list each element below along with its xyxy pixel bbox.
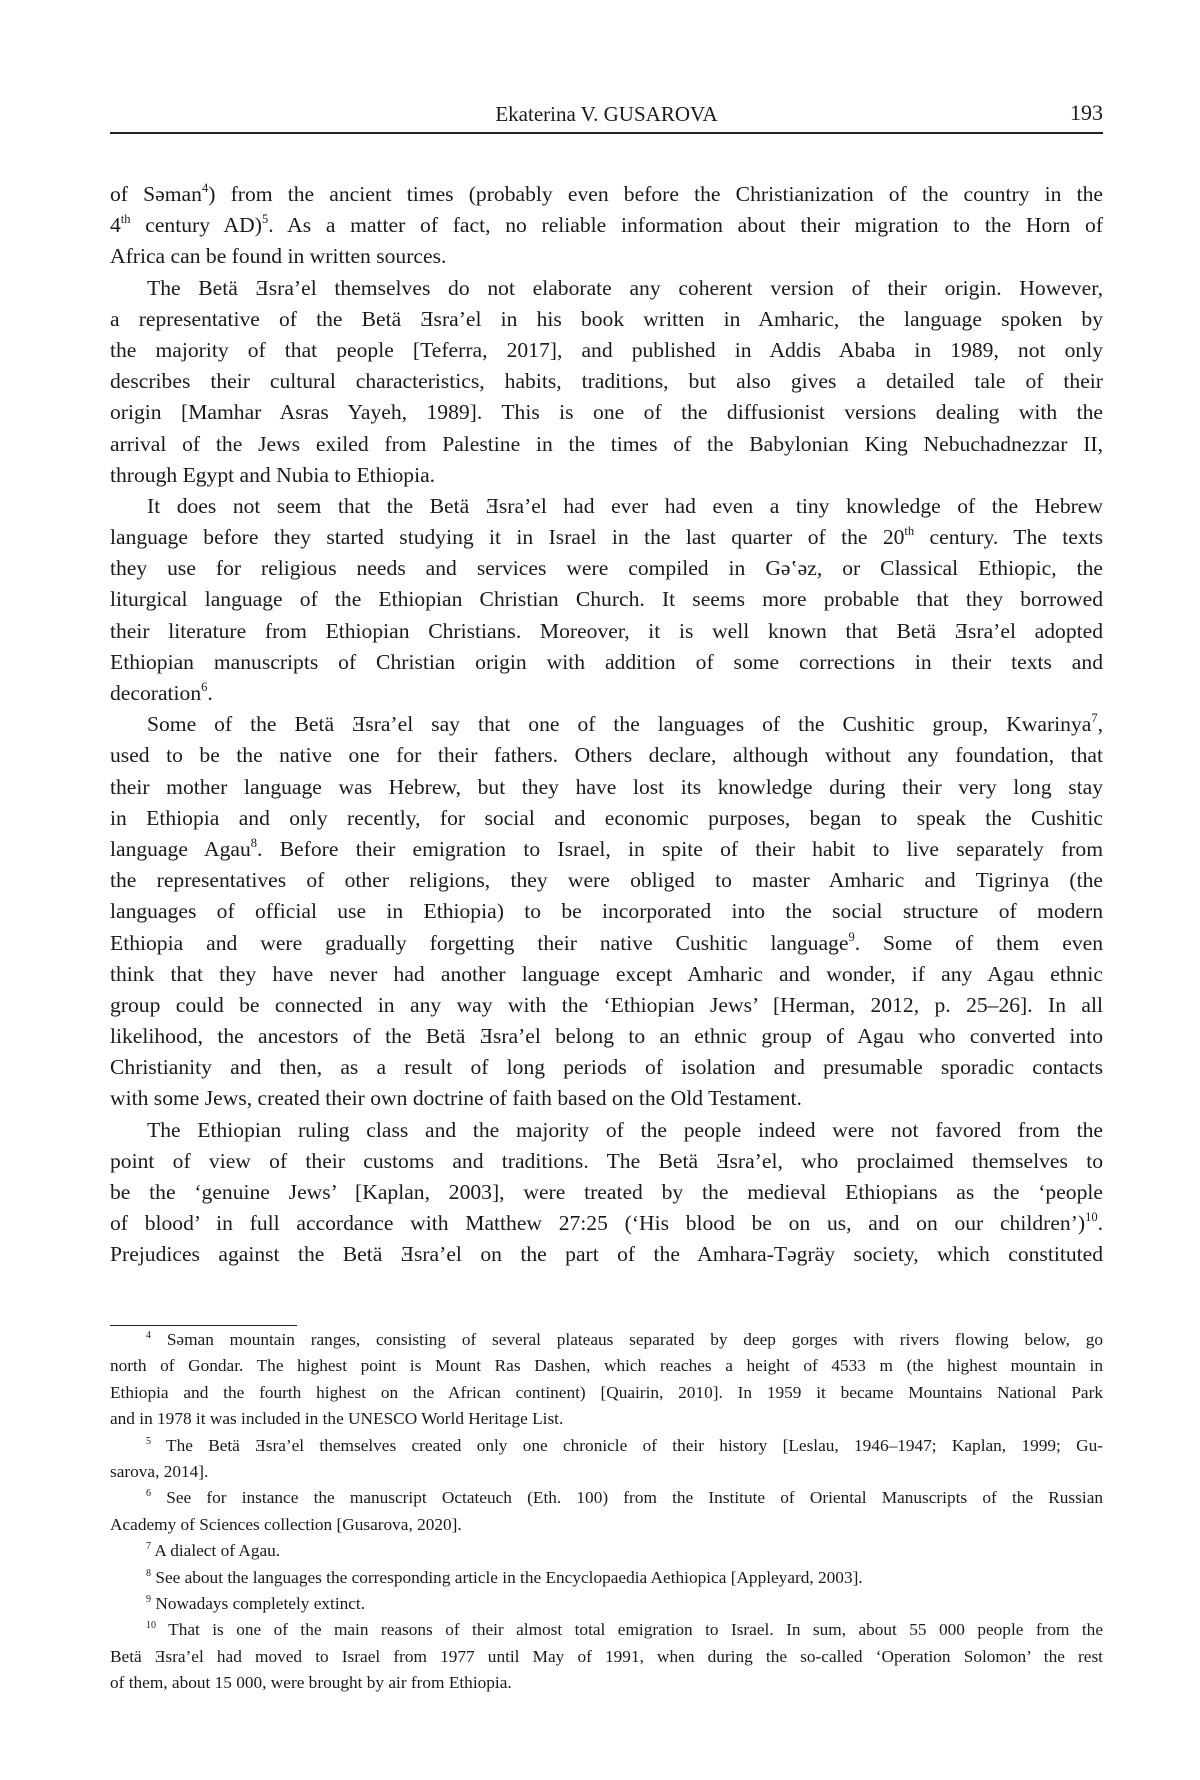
text-line <box>110 928 1103 959</box>
text-line <box>110 1406 1103 1432</box>
footnote-marker: 7 <box>146 1541 151 1552</box>
text-line <box>110 1052 1103 1083</box>
text-run: Some of the Betä Ǝsra’el say that one of the languages of the Cushitic group, Kwarinya <box>147 712 1091 736</box>
text-run: Ethiopia and were gradually forgetting their native Cushitic language <box>110 931 848 955</box>
text-run: Academy of Sciences collection [Gusarova, 2020]. <box>110 1515 462 1534</box>
text-run: Ethiopian manuscripts of Christian origin with addition of some corrections in their texts and <box>110 650 1103 674</box>
text-line <box>110 1353 1103 1379</box>
footnote-separator <box>110 1325 297 1326</box>
text-run: languages of official use in Ethiopia) to be incorporated into the social structure of modern <box>110 899 1103 923</box>
footnote-marker: 6 <box>146 1488 151 1499</box>
running-header <box>110 100 1103 134</box>
text-line <box>110 1591 1103 1617</box>
text-line <box>110 1538 1103 1564</box>
footnote-marker: th <box>121 212 131 226</box>
footnote <box>110 1485 1103 1538</box>
text-run: . Before their emigration to Israel, in spite of their habit to live separately from <box>257 837 1103 861</box>
page-number: 193 <box>1070 100 1103 126</box>
text-run: That is one of the main reasons of their almost total emigration to Israel. In sum, about 55 000 people from the <box>156 1620 1103 1639</box>
text-line <box>110 1239 1103 1270</box>
footnote-marker: 4 <box>146 1330 151 1341</box>
footnote-marker: 5 <box>146 1436 151 1447</box>
text-run: they use for religious needs and services were compiled in Gəʽəz, or Classical Ethiopic, the <box>110 556 1103 580</box>
text-line <box>110 1083 1103 1114</box>
text-line <box>110 1512 1103 1538</box>
footnote <box>110 1538 1103 1564</box>
text-run: language before they started studying it in Israel in the last quarter of the 20 <box>110 525 904 549</box>
text-run: century AD) <box>131 213 262 237</box>
footnote-marker: 7 <box>1091 711 1097 725</box>
footnote-marker: th <box>904 524 914 538</box>
text-line <box>110 491 1103 522</box>
footnote <box>110 1565 1103 1591</box>
text-line <box>110 865 1103 896</box>
text-line <box>110 959 1103 990</box>
text-line <box>110 1115 1103 1146</box>
text-run: language Agau <box>110 837 251 861</box>
text-run: ) from the ancient times (probably even before the Christianization of the country in the <box>208 182 1103 206</box>
text-line <box>110 990 1103 1021</box>
text-run: Ethiopia and the fourth highest on the African continent) [Quairin, 2010]. In 1959 it became Mountains National Park <box>110 1383 1103 1402</box>
text-run: . <box>207 681 212 705</box>
text-run: through Egypt and Nubia to Ethiopia. <box>110 463 435 487</box>
text-run: Nowadays completely extinct. <box>151 1594 365 1613</box>
text-run: Christianity and then, as a result of long periods of isolation and presumable sporadic contacts <box>110 1055 1103 1079</box>
paragraph <box>110 179 1103 273</box>
text-line <box>110 1617 1103 1643</box>
text-line <box>110 273 1103 304</box>
text-line <box>110 522 1103 553</box>
text-line <box>110 335 1103 366</box>
text-line <box>110 460 1103 491</box>
text-run: north of Gondar. The highest point is Mount Ras Dashen, which reaches a height of 4533 m (the highest mountain in <box>110 1356 1103 1375</box>
text-line <box>110 1433 1103 1459</box>
text-run: Prejudices against the Betä Ǝsra’el on the part of the Amhara-Təgräy society, which constituted <box>110 1242 1103 1266</box>
text-run: point of view of their customs and traditions. The Betä Ǝsra’el, who proclaimed themselves to <box>110 1149 1103 1173</box>
text-run: sarova, 2014]. <box>110 1462 208 1481</box>
text-run: with some Jews, created their own doctrine of faith based on the Old Testament. <box>110 1086 802 1110</box>
text-run: in Ethiopia and only recently, for social and economic purposes, began to speak the Cushitic <box>110 806 1103 830</box>
footnote-marker: 9 <box>146 1594 151 1605</box>
text-line <box>110 1177 1103 1208</box>
text-line <box>110 179 1103 210</box>
body-text <box>110 179 1103 1271</box>
text-line <box>110 616 1103 647</box>
text-line <box>110 772 1103 803</box>
text-run: arrival of the Jews exiled from Palestine in the times of the Babylonian King Nebuchadnezzar II, <box>110 432 1103 456</box>
text-run: It does not seem that the Betä Ǝsra’el had ever had even a tiny knowledge of the Hebrew <box>147 494 1103 518</box>
text-run: the representatives of other religions, they were obliged to master Amharic and Tigrinya (the <box>110 868 1103 892</box>
text-line <box>110 678 1103 709</box>
text-run: and in 1978 it was included in the UNESCO World Heritage List. <box>110 1409 563 1428</box>
text-line <box>110 304 1103 335</box>
text-run: group could be connected in any way with the ‘Ethiopian Jews’ [Herman, 2012, p. 25–26]. In all <box>110 993 1103 1017</box>
footnote <box>110 1327 1103 1433</box>
text-line <box>110 740 1103 771</box>
text-line <box>110 397 1103 428</box>
paragraph <box>110 709 1103 1114</box>
text-line <box>110 1327 1103 1353</box>
text-line <box>110 1146 1103 1177</box>
footnote-marker: 8 <box>251 836 257 850</box>
text-run: the majority of that people [Teferra, 2017], and published in Addis Ababa in 1989, not only <box>110 338 1103 362</box>
text-line <box>110 803 1103 834</box>
text-run: think that they have never had another language except Amharic and wonder, if any Agau ethnic <box>110 962 1103 986</box>
text-line <box>110 1459 1103 1485</box>
text-run: their literature from Ethiopian Christians. Moreover, it is well known that Betä Ǝsra’el adopted <box>110 619 1103 643</box>
text-run: likelihood, the ancestors of the Betä Ǝsra’el belong to an ethnic group of Agau who converted into <box>110 1024 1103 1048</box>
text-run: See about the languages the corresponding article in the Encyclopaedia Aethiopica [Appleyard, 2003]. <box>151 1568 863 1587</box>
text-run: Səman mountain ranges, consisting of several plateaus separated by deep gorges with rivers flowing below, go <box>151 1330 1103 1349</box>
text-line <box>110 1021 1103 1052</box>
text-line <box>110 429 1103 460</box>
footnotes <box>110 1327 1103 1696</box>
footnote-marker: 5 <box>262 212 268 226</box>
footnote <box>110 1617 1103 1696</box>
text-line <box>110 834 1103 865</box>
text-run: See for instance the manuscript Octateuch (Eth. 100) from the Institute of Oriental Manuscripts of the Russian <box>151 1488 1103 1507</box>
text-line <box>110 1565 1103 1591</box>
text-line <box>110 1485 1103 1511</box>
text-line <box>110 647 1103 678</box>
footnote <box>110 1591 1103 1617</box>
text-line <box>110 210 1103 241</box>
text-run: Betä Ǝsra’el had moved to Israel from 1977 until May of 1991, when during the so-called ‘Operation Solomon’ the rest <box>110 1647 1103 1666</box>
text-line <box>110 896 1103 927</box>
text-line <box>110 553 1103 584</box>
footnote-marker: 6 <box>201 680 207 694</box>
text-line <box>110 1670 1103 1696</box>
text-run: Africa can be found in written sources. <box>110 244 446 268</box>
text-run: The Betä Ǝsra’el themselves do not elaborate any coherent version of their origin. However, <box>147 276 1103 300</box>
paragraph <box>110 273 1103 491</box>
footnote-marker: 8 <box>146 1568 151 1579</box>
text-run: The Ethiopian ruling class and the majority of the people indeed were not favored from the <box>147 1118 1103 1142</box>
paragraph <box>110 491 1103 709</box>
footnote-marker: 4 <box>202 181 208 195</box>
footnote <box>110 1433 1103 1486</box>
text-run: 4 <box>110 213 121 237</box>
footnote-marker: 10 <box>1085 1210 1098 1224</box>
text-run: A dialect of Agau. <box>151 1541 280 1560</box>
text-run: used to be the native one for their fathers. Others declare, although without any foundation, that <box>110 743 1103 767</box>
text-line <box>110 709 1103 740</box>
text-run: century. The texts <box>914 525 1103 549</box>
text-run: be the ‘genuine Jews’ [Kaplan, 2003], were treated by the medieval Ethiopians as the ‘people <box>110 1180 1103 1204</box>
footnote-marker: 10 <box>146 1620 156 1631</box>
text-run: The Betä Ǝsra’el themselves created only one chronicle of their history [Leslau, 1946–1947; Kaplan, 1999; Gu- <box>151 1436 1103 1455</box>
text-line <box>110 366 1103 397</box>
text-run: describes their cultural characteristics, habits, traditions, but also gives a detailed tale of their <box>110 369 1103 393</box>
text-run: of blood’ in full accordance with Matthew 27:25 (‘His blood be on us, and on our children’) <box>110 1211 1085 1235</box>
text-line <box>110 1208 1103 1239</box>
text-line <box>110 1380 1103 1406</box>
text-run: , <box>1098 712 1103 736</box>
text-run: . Some of them even <box>855 931 1103 955</box>
footnote-marker: 9 <box>848 930 854 944</box>
text-run: a representative of the Betä Ǝsra’el in his book written in Amharic, the language spoken by <box>110 307 1103 331</box>
text-run: . As a matter of fact, no reliable information about their migration to the Horn of <box>268 213 1103 237</box>
text-line <box>110 1644 1103 1670</box>
text-run: their mother language was Hebrew, but they have lost its knowledge during their very long stay <box>110 775 1103 799</box>
text-run: of Səman <box>110 182 202 206</box>
text-run: . <box>1098 1211 1103 1235</box>
text-run: liturgical language of the Ethiopian Christian Church. It seems more probable that they borrowed <box>110 587 1103 611</box>
text-run: origin [Mamhar Asras Yayeh, 1989]. This is one of the diffusionist versions dealing with the <box>110 400 1103 424</box>
paragraph <box>110 1115 1103 1271</box>
running-header-author: Ekaterina V. GUSAROVA <box>110 102 1103 127</box>
text-run: of them, about 15 000, were brought by air from Ethiopia. <box>110 1673 512 1692</box>
text-line <box>110 584 1103 615</box>
text-line <box>110 241 1103 272</box>
text-run: decoration <box>110 681 201 705</box>
